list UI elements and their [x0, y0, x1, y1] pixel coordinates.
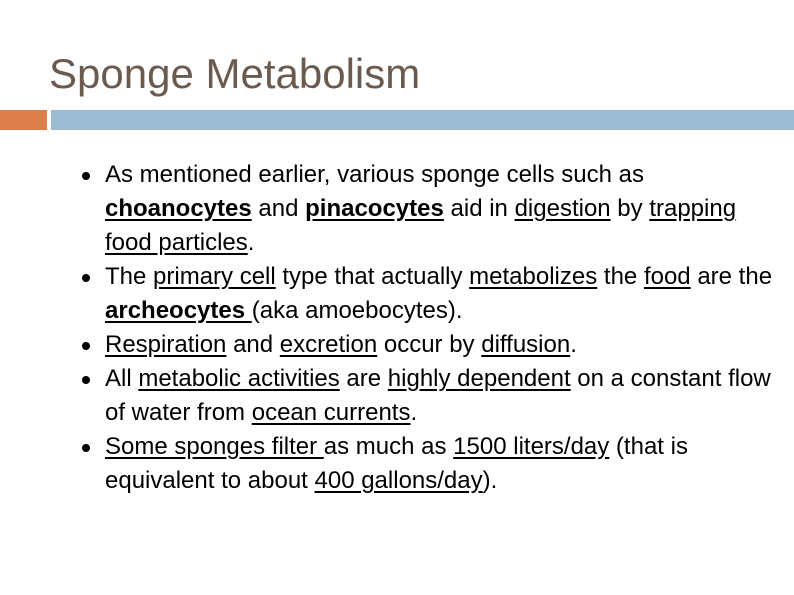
text-segment: by — [610, 195, 650, 222]
bullet-item — [74, 362, 784, 430]
text-segment: . — [247, 229, 255, 256]
text-segment: 1500 liters/day — [453, 433, 610, 460]
text-segment: pinacocytes — [305, 195, 444, 222]
text-segment: excretion — [279, 331, 378, 358]
text-segment: ocean currents — [251, 399, 411, 426]
bullet-text — [105, 331, 577, 358]
text-segment: are — [339, 365, 388, 392]
text-segment: food — [643, 263, 691, 290]
text-segment: diffusion — [481, 331, 571, 358]
text-segment: ). — [482, 467, 498, 494]
text-segment: digestion — [514, 195, 611, 222]
bullet-text — [105, 365, 771, 426]
text-segment: Respiration — [105, 331, 227, 358]
slide-title: Sponge Metabolism — [49, 50, 421, 97]
bullet-item — [74, 430, 784, 498]
bullet-dot-icon — [82, 444, 90, 452]
bullet-item — [74, 158, 784, 260]
text-segment: . — [410, 399, 418, 426]
bullet-list — [74, 158, 784, 498]
text-segment: highly dependent — [387, 365, 571, 392]
text-segment: on a constant flow of water from — [105, 365, 771, 426]
bullet-text — [105, 433, 688, 494]
text-segment: (aka amoebocytes). — [251, 297, 463, 324]
text-segment: trapping food particles — [105, 195, 737, 256]
bullet-dot-icon — [82, 274, 90, 282]
text-segment: . — [570, 331, 577, 358]
text-segment: choanocytes — [105, 195, 252, 222]
bullet-text — [105, 161, 736, 256]
text-segment: The — [105, 263, 154, 290]
title-accent-bar-blue — [51, 110, 794, 130]
bullet-item — [74, 328, 784, 362]
text-segment: and — [226, 331, 280, 358]
bullet-item — [74, 260, 784, 328]
bullet-text — [105, 263, 772, 324]
text-segment: aid in — [443, 195, 515, 222]
text-segment: (that is equivalent to about — [105, 433, 688, 494]
text-segment: as much as — [323, 433, 454, 460]
text-segment: metabolic activities — [138, 365, 340, 392]
bullet-dot-icon — [82, 376, 90, 384]
text-segment: occur by — [377, 331, 482, 358]
text-segment: metabolizes — [469, 263, 598, 290]
text-segment: primary cell — [153, 263, 276, 290]
text-segment: archeocytes — [105, 297, 252, 324]
bullet-dot-icon — [82, 342, 90, 350]
text-segment: are the — [690, 263, 773, 290]
text-segment: All — [105, 365, 139, 392]
text-segment: Some sponges filter — [105, 433, 324, 460]
text-segment: 400 gallons/day — [314, 467, 483, 494]
text-segment: the — [597, 263, 644, 290]
text-segment: and — [251, 195, 306, 222]
title-accent-bar-orange — [0, 110, 47, 130]
text-segment: As mentioned earlier, various sponge cells such as — [105, 161, 644, 188]
text-segment: type that actually — [275, 263, 470, 290]
bullet-dot-icon — [82, 172, 90, 180]
